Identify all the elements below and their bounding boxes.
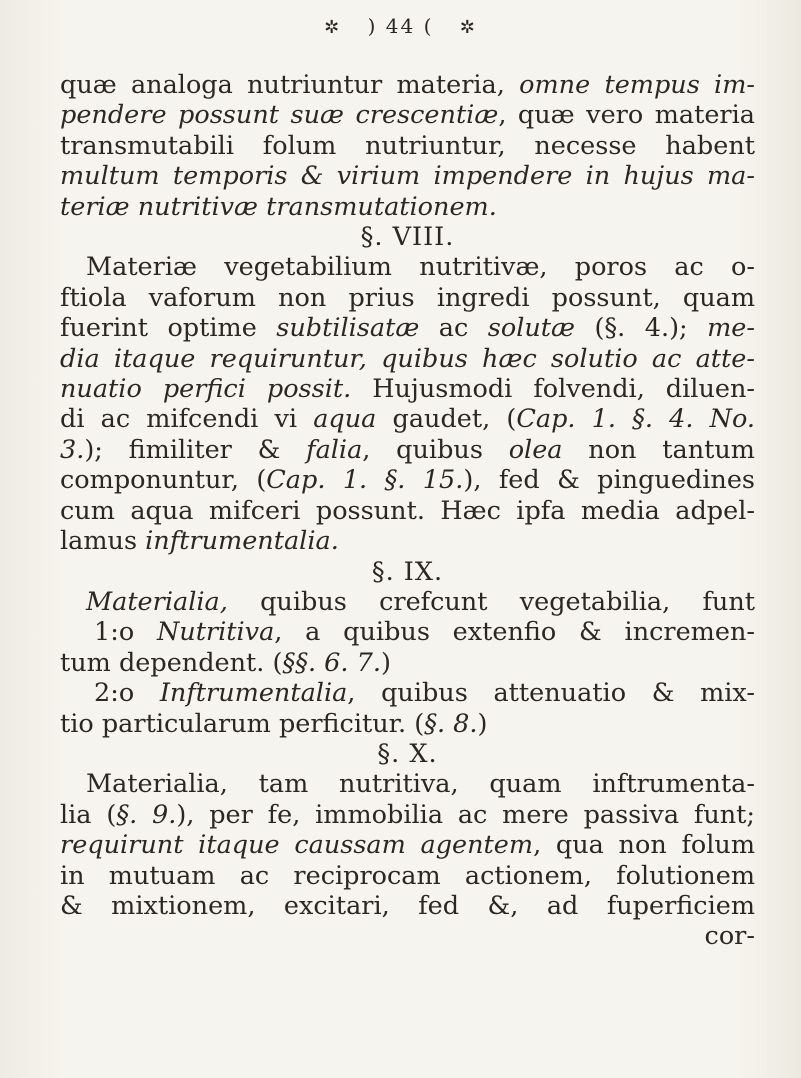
text-line: [60, 161, 755, 191]
body-text: [60, 70, 755, 952]
catchword: [60, 921, 755, 951]
text-run: cor-: [704, 921, 755, 952]
text-line: [60, 678, 755, 708]
text-line: [60, 648, 755, 678]
text-run: & mixtionem, excitari, fed &, ad fuperficiem: [60, 890, 755, 921]
text-run: §. X.: [377, 738, 438, 769]
text-run: ): [380, 647, 391, 678]
text-run: §. IX.: [371, 556, 444, 587]
italic-run: Cap. 1. §. 4. No.: [516, 404, 755, 435]
italic-run: inftrumentalia.: [145, 526, 339, 557]
italic-run: §. 9.: [116, 799, 177, 830]
italic-run: Materialia,: [86, 586, 228, 617]
text-run: tio particularum perficitur. (: [60, 708, 425, 739]
text-run: , qua non folum: [533, 830, 755, 861]
text-run: ); fimiliter &: [84, 434, 307, 465]
italic-run: pendere possunt suæ crescentiæ: [60, 100, 499, 131]
text-line: [60, 404, 755, 434]
text-run: ), fed & pinguedines: [463, 465, 755, 496]
text-run: (§. 4.);: [575, 313, 708, 344]
section-heading: [60, 557, 755, 587]
text-run: tum dependent. (: [60, 647, 283, 678]
text-run: 1:o: [94, 617, 157, 648]
italic-run: §§. 6. 7.: [282, 647, 381, 678]
ornament-left-icon: ✲: [324, 17, 342, 38]
text-line: [60, 435, 755, 465]
text-run: componuntur, (: [60, 465, 267, 496]
text-run: gaudet, (: [376, 404, 517, 435]
italic-run: dia itaque requiruntur, quibus hæc solutio ac atte-: [60, 343, 755, 374]
text-run: in mutuam ac reciprocam actionem, folutionem: [60, 860, 755, 891]
text-run: quibus crefcunt vegetabilia, funt: [227, 586, 755, 617]
text-line: [60, 131, 755, 161]
section-heading: [60, 222, 755, 252]
italic-run: omne tempus im-: [519, 70, 755, 100]
text-line: [60, 100, 755, 130]
text-line: [60, 709, 755, 739]
text-run: ): [477, 708, 488, 739]
text-line: [60, 587, 755, 617]
italic-run: solutæ: [487, 313, 575, 344]
text-line: [60, 252, 755, 282]
page-header: [0, 14, 801, 38]
italic-run: requirunt itaque caussam agentem: [60, 830, 534, 861]
italic-run: falia: [306, 434, 363, 465]
text-run: Materiæ vegetabilium nutritivæ, poros ac o-: [86, 252, 755, 283]
text-line: [60, 769, 755, 799]
text-run: non tantum: [562, 434, 755, 465]
text-run: , quæ vero materia: [498, 100, 755, 131]
text-run: ), per fe, immobilia ac mere passiva funt;: [176, 799, 755, 830]
text-run: di ac mifcendi vi: [60, 404, 314, 435]
text-line: [60, 465, 755, 495]
text-line: [60, 374, 755, 404]
italic-run: §. 8.: [424, 708, 478, 739]
text-line: [60, 526, 755, 556]
text-run: Materialia, tam nutritiva, quam inftrumenta-: [86, 769, 755, 800]
text-line: [60, 861, 755, 891]
text-run: ftiola vaforum non prius ingredi possunt, quam: [60, 282, 755, 313]
page-number: ) 44 (: [367, 14, 434, 38]
text-run: , a quibus extenfio & incremen-: [274, 617, 755, 648]
italic-run: Cap. 1. §. 15.: [266, 465, 464, 496]
text-run: quæ analoga nutriuntur materia,: [60, 70, 520, 100]
italic-run: 3.: [60, 434, 85, 465]
text-line: [60, 283, 755, 313]
text-run: , quibus: [362, 434, 509, 465]
italic-run: nuatio perfici possit.: [60, 374, 352, 405]
text-run: lamus: [60, 526, 146, 557]
text-run: cum aqua mifceri possunt. Hæc ipfa media adpel-: [60, 495, 755, 526]
text-line: [60, 830, 755, 860]
italic-run: olea: [508, 434, 563, 465]
text-line: [60, 891, 755, 921]
italic-run: Inftrumentalia: [159, 678, 348, 709]
text-line: [60, 192, 755, 222]
text-run: transmutabili folum nutriuntur, necesse habent: [60, 130, 755, 161]
text-line: [60, 344, 755, 374]
italic-run: subtilisatæ: [276, 313, 420, 344]
text-run: ac: [419, 313, 488, 344]
italic-run: aqua: [313, 404, 377, 435]
text-line: [60, 313, 755, 343]
text-run: , quibus attenuatio & mix-: [347, 678, 755, 709]
text-run: §. VIII.: [360, 222, 455, 253]
text-line: [60, 70, 755, 100]
text-run: Hujusmodi folvendi, diluen-: [351, 374, 755, 405]
italic-run: multum temporis & virium impendere in hujus ma-: [60, 161, 755, 192]
italic-run: me-: [707, 313, 755, 344]
section-heading: [60, 739, 755, 769]
italic-run: Nutritiva: [156, 617, 275, 648]
text-line: [60, 800, 755, 830]
text-line: [60, 617, 755, 647]
ornament-right-icon: ✲: [459, 17, 477, 38]
text-line: [60, 496, 755, 526]
text-run: 2:o: [94, 678, 160, 709]
text-run: lia (: [60, 799, 117, 830]
italic-run: teriæ nutritivæ transmutationem.: [60, 191, 497, 222]
text-run: fuerint optime: [60, 313, 277, 344]
